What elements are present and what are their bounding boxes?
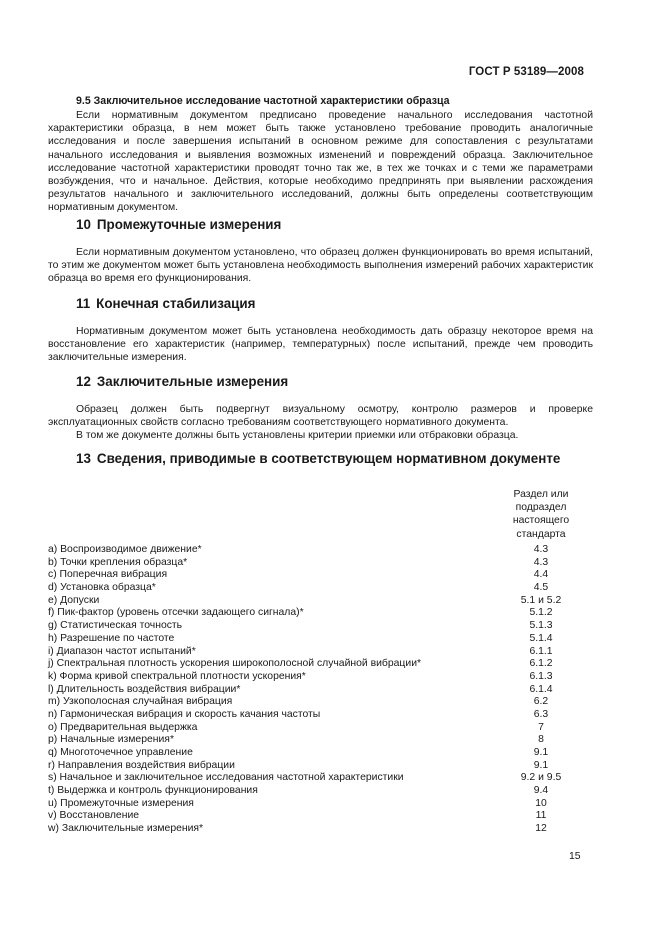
list-item-ref: 5.1.4: [529, 632, 553, 644]
section-12-heading: [76, 374, 593, 390]
list-item-ref: 6.1.1: [529, 645, 553, 657]
section-12-text-2: В том же документе должны быть установлены критерии приемки или отбраковки образца.: [76, 430, 519, 442]
list-item-label: f) Пик-фактор (уровень отсечки задающего сигнала)*: [48, 607, 304, 619]
list-item-label: n) Гармоническая вибрация и скорость качания частоты: [48, 708, 321, 720]
list-item-ref: 6.3: [533, 708, 549, 720]
section-10-title: Промежуточные измерения: [96, 217, 282, 232]
section-10: [48, 217, 593, 286]
list-item-ref: 10: [535, 797, 547, 809]
subsection-9-5-text: Если нормативным документом предписано проведение начального исследования частотной характеристики образца, в нем может быть также установлено требование проводить аналогичные исследования и после завершения испытаний в основном режиме для сопоставления с результатами начального исследования и выявления возможных изменений и повреждений образца. Заключительное исследование частотной характеристики проводят точно так же, в тех же точках и с теми же параметрами возбуждения, что и начальное. Действия, которые необходимо предпринять при выявлении расхождения результатов начального и заключительного исследований, должны быть определены соответствующим нормативным документом.: [48, 110, 593, 214]
list-item: [48, 823, 596, 836]
section-10-heading: [76, 217, 593, 233]
section-12-number: 12: [76, 374, 91, 389]
list-item-label: i) Диапазон частот испытаний*: [48, 645, 196, 657]
list-item-label: m) Узкополосная случайная вибрация: [48, 696, 233, 708]
list-item-label: o) Предварительная выдержка: [48, 721, 198, 733]
list-item-ref: 6.1.4: [529, 683, 553, 695]
section-13-title: Сведения, приводимые в соответствующем нормативном документе: [96, 451, 561, 466]
list-item: [48, 772, 596, 785]
section-11: [48, 296, 593, 365]
list-item-ref: 6.2: [533, 696, 549, 708]
list-item-ref: 5.1 и 5.2: [520, 594, 562, 606]
list-item-label: s) Начальное и заключительное исследования частотной характеристики: [48, 772, 404, 784]
list-item-label: l) Длительность воздействия вибрации*: [48, 683, 241, 695]
list-item-label: u) Промежуточные измерения: [48, 797, 194, 809]
requirements-list: [48, 544, 596, 836]
list-item-ref: 6.1.2: [529, 658, 553, 670]
list-item: [48, 544, 596, 557]
list-item: [48, 810, 596, 823]
subsection-9-5-title: 9.5 Заключительное исследование частотной характеристики образца: [76, 95, 450, 107]
list-item-ref: 5.1.3: [529, 620, 553, 632]
list-item-ref: 7: [538, 721, 544, 733]
list-item: [48, 658, 596, 671]
list-item: [48, 671, 596, 684]
list-item-ref: 11: [535, 810, 547, 822]
column-header-line: подраздел: [515, 502, 567, 514]
list-item-ref: 4.3: [533, 556, 549, 568]
document-code: ГОСТ Р 53189—2008: [468, 66, 584, 78]
list-item-label: v) Восстановление: [48, 810, 140, 822]
list-item-ref: 9.1: [533, 759, 549, 771]
list-item-label: b) Точки крепления образца*: [48, 556, 188, 568]
section-10-number: 10: [76, 217, 91, 232]
list-item-label: a) Воспроизводимое движение*: [48, 544, 202, 555]
list-item-ref: 4.4: [533, 569, 549, 581]
list-item: [48, 785, 596, 798]
list-item: [48, 582, 596, 595]
section-13-heading: [76, 451, 593, 467]
list-item: [48, 747, 596, 760]
column-header-line: стандарта: [516, 528, 566, 540]
list-item-label: j) Спектральная плотность ускорения широкополосной случайной вибрации*: [48, 658, 422, 670]
list-item-label: r) Направления воздействия вибрации: [48, 759, 235, 771]
list-item-label: k) Форма кривой спектральной плотности ускорения*: [48, 670, 306, 682]
list-item-label: c) Поперечная вибрация: [48, 569, 168, 581]
page-number: 15: [569, 851, 581, 862]
list-item: [48, 709, 596, 722]
list-item-ref: 9.2 и 9.5: [520, 772, 562, 784]
list-item: [48, 607, 596, 620]
list-item-ref: 9.1: [533, 747, 549, 758]
section-13-number: 13: [76, 451, 91, 466]
section-13: [48, 451, 593, 467]
list-item-label: g) Статистическая точность: [48, 620, 183, 632]
section-11-title: Конечная стабилизация: [96, 296, 256, 311]
column-header-line: настоящего: [512, 515, 570, 527]
list-item-ref: 4.3: [533, 544, 549, 555]
list-item-label: d) Установка образца*: [48, 582, 156, 594]
list-item: [48, 696, 596, 709]
list-item: [48, 734, 596, 747]
list-item-label: t) Выдержка и контроль функционирования: [48, 785, 258, 797]
list-item-label: w) Заключительные измерения*: [48, 823, 204, 835]
list-item: [48, 595, 596, 608]
list-item-ref: 8: [538, 734, 544, 746]
list-item-ref: 6.1.3: [529, 670, 553, 682]
list-item-ref: 12: [535, 823, 547, 835]
list-item-label: q) Многоточечное управление: [48, 747, 193, 758]
section-11-number: 11: [76, 296, 91, 311]
section-12: [48, 374, 593, 443]
list-item: [48, 620, 596, 633]
column-header-line: Раздел или: [513, 489, 569, 500]
section-11-text: Нормативным документом может быть установлена необходимость дать образцу некоторое время на восстановление его характеристик (например, температурных) после испытаний, прежде чем проводить заключительные измерения.: [48, 326, 593, 364]
list-item: [48, 798, 596, 811]
list-item: [48, 760, 596, 773]
section-10-text: Если нормативным документом установлено, что образец должен функционировать во время испытаний, то этим же документом может быть установлена необходимость выполнения измерений рабочих характеристик образца во время его функционирования.: [48, 247, 593, 285]
subsection-9-5: [48, 95, 593, 215]
column-header: [498, 488, 584, 541]
list-item: [48, 684, 596, 697]
list-item: [48, 646, 596, 659]
list-item-label: p) Начальные измерения*: [48, 734, 174, 746]
list-item-ref: 5.1.2: [529, 607, 553, 619]
list-item-ref: 4.5: [533, 582, 549, 594]
list-item: [48, 633, 596, 646]
list-item: [48, 722, 596, 735]
section-12-title: Заключительные измерения: [96, 374, 289, 389]
list-item: [48, 557, 596, 570]
list-item-label: h) Разрешение по частоте: [48, 632, 175, 644]
list-item-ref: 9.4: [533, 785, 549, 797]
section-12-text-1: Образец должен быть подвергнут визуальному осмотру, контролю размеров и проверке эксплуатационных свойств согласно требованиям соответствующего нормативного документа.: [48, 404, 593, 429]
list-item: [48, 569, 596, 582]
list-item-label: e) Допуски: [48, 594, 100, 606]
section-11-heading: [76, 296, 593, 312]
